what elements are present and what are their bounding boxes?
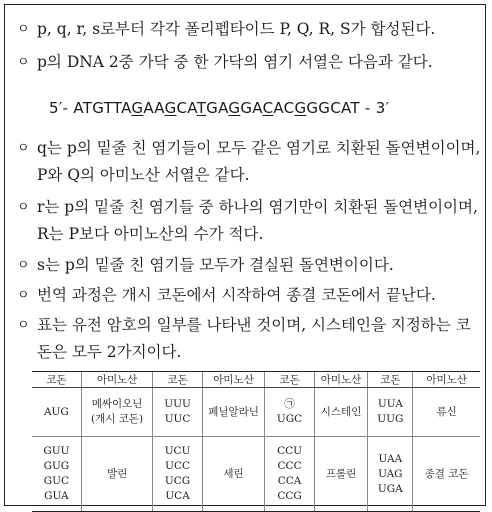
underlined-base: G bbox=[228, 99, 241, 117]
bullet-icon: ㅇ bbox=[17, 141, 30, 156]
codon-cell bbox=[153, 388, 202, 437]
header-amino-acid: 아미노산 bbox=[81, 372, 153, 388]
bullet-icon: ㅇ bbox=[17, 258, 30, 273]
cell-line: GUU bbox=[43, 445, 70, 457]
amino-acid-cell bbox=[81, 388, 153, 437]
cell-line: UGA bbox=[377, 482, 403, 495]
cell-line: UCA bbox=[165, 490, 190, 502]
cell-line: AUG bbox=[43, 405, 69, 418]
dna-segment: GGCAT bbox=[306, 99, 360, 117]
table-body bbox=[32, 388, 480, 512]
codon-cell bbox=[32, 388, 81, 437]
cell-line: UUU bbox=[164, 398, 191, 410]
line-6 bbox=[17, 282, 481, 309]
cell-line: 발린 bbox=[106, 467, 128, 480]
codon-cell bbox=[265, 388, 314, 437]
cell-line: GUG bbox=[43, 460, 70, 472]
dna-sequence bbox=[49, 99, 389, 117]
genetic-code-table bbox=[32, 371, 480, 512]
bullet-icon: ㅇ bbox=[17, 318, 30, 333]
cell-line: UUA bbox=[377, 398, 403, 410]
cell-line: CCG bbox=[277, 490, 302, 502]
cell-line: ㉠ bbox=[284, 398, 295, 410]
line-2 bbox=[17, 49, 481, 76]
header-codon: 코돈 bbox=[153, 372, 202, 388]
cell-line: CCU bbox=[277, 445, 303, 457]
amino-acid-cell bbox=[81, 437, 153, 512]
line-7 bbox=[17, 312, 481, 366]
underlined-base: C bbox=[262, 99, 274, 117]
cell-line: UGC bbox=[276, 413, 303, 425]
cell-line: 류신 bbox=[436, 405, 457, 418]
cell-line: GUC bbox=[43, 475, 70, 487]
underlined-base: G bbox=[164, 99, 177, 117]
header-codon: 코돈 bbox=[265, 372, 314, 388]
header-amino-acid: 아미노산 bbox=[413, 372, 480, 388]
cell-line: UCU bbox=[164, 445, 191, 457]
line-5 bbox=[17, 252, 481, 279]
amino-acid-cell bbox=[314, 388, 368, 437]
line-4 bbox=[17, 194, 481, 248]
cell-line: 세린 bbox=[223, 467, 244, 480]
table-row bbox=[32, 388, 480, 437]
bullet-icon: ㅇ bbox=[17, 200, 30, 215]
bullet-icon: ㅇ bbox=[17, 288, 30, 303]
cell-line: (개시 코돈) bbox=[91, 413, 144, 425]
dna-segment: AA bbox=[143, 99, 165, 117]
dna-suffix: - 3′ bbox=[359, 99, 390, 117]
line-4-text: r는 p의 밑줄 친 염기들 중 하나의 염기만이 치환된 돌연변이이며, R는 P보다 아미노산의 수가 적다. bbox=[37, 198, 478, 243]
underlined-base: T bbox=[196, 99, 207, 117]
cell-line: 종결 코돈 bbox=[424, 467, 469, 480]
dna-segment: AC bbox=[273, 99, 295, 117]
header-amino-acid: 아미노산 bbox=[314, 372, 368, 388]
cell-line: UCC bbox=[165, 460, 191, 472]
amino-acid-cell bbox=[202, 437, 265, 512]
underlined-base: G bbox=[294, 99, 307, 117]
dna-segment: GA bbox=[240, 99, 263, 117]
cell-line: CCA bbox=[277, 475, 302, 487]
line-1 bbox=[17, 16, 481, 43]
line-3-text: q는 p의 밑줄 친 염기들이 모두 같은 염기로 치환된 돌연변이이며, P와 Q의 아미노산 서열은 같다. bbox=[37, 139, 481, 184]
cell-line: CCC bbox=[277, 460, 302, 472]
table-header-row bbox=[32, 372, 480, 388]
header-codon: 코돈 bbox=[32, 372, 81, 388]
cell-line: 프롤린 bbox=[325, 467, 357, 480]
bullet-icon: ㅇ bbox=[17, 55, 30, 70]
codon-cell bbox=[368, 388, 413, 437]
bullet-icon: ㅇ bbox=[17, 22, 30, 37]
line-2-text: p의 DNA 2중 가닥 중 한 가닥의 염기 서열은 다음과 같다. bbox=[37, 53, 433, 71]
cell-line: 메싸이오닌 bbox=[91, 398, 143, 410]
line-6-text: 번역 과정은 개시 코돈에서 시작하여 종결 코돈에서 끝난다. bbox=[37, 286, 436, 304]
codon-cell bbox=[153, 437, 202, 512]
cell-line: UAG bbox=[378, 467, 403, 480]
cell-line: UUC bbox=[164, 413, 191, 425]
line-5-text: s는 p의 밑줄 친 염기들 모두가 결실된 돌연변이이다. bbox=[37, 256, 394, 274]
codon-cell bbox=[265, 437, 314, 512]
line-3 bbox=[17, 135, 481, 189]
header-amino-acid: 아미노산 bbox=[202, 372, 265, 388]
amino-acid-cell bbox=[413, 437, 480, 512]
cell-line: 페닐알라닌 bbox=[208, 405, 259, 418]
dna-prefix: 5′- ATGTTA bbox=[49, 99, 132, 117]
line-7-text: 표는 유전 암호의 일부를 나타낸 것이며, 시스테인을 지정하는 코돈은 모두 2가지이다. bbox=[37, 316, 471, 361]
codon-cell bbox=[368, 437, 413, 512]
header-codon: 코돈 bbox=[368, 372, 413, 388]
cell-line: GUA bbox=[44, 490, 69, 502]
dna-segment: CA bbox=[176, 99, 197, 117]
line-1-text: p, q, r, s로부터 각각 폴리펩타이드 P, Q, R, S가 합성된다. bbox=[37, 20, 436, 38]
cell-line: UCG bbox=[164, 475, 191, 487]
dna-segment: GA bbox=[206, 99, 229, 117]
table-row bbox=[32, 437, 480, 512]
codon-cell bbox=[32, 437, 81, 512]
cell-line: UAA bbox=[378, 452, 403, 465]
cell-line: 시스테인 bbox=[320, 405, 362, 418]
underlined-base: G bbox=[131, 99, 144, 117]
cell-line: UUG bbox=[377, 413, 404, 425]
amino-acid-cell bbox=[202, 388, 265, 437]
amino-acid-cell bbox=[314, 437, 368, 512]
amino-acid-cell bbox=[413, 388, 480, 437]
problem-box bbox=[4, 4, 486, 506]
